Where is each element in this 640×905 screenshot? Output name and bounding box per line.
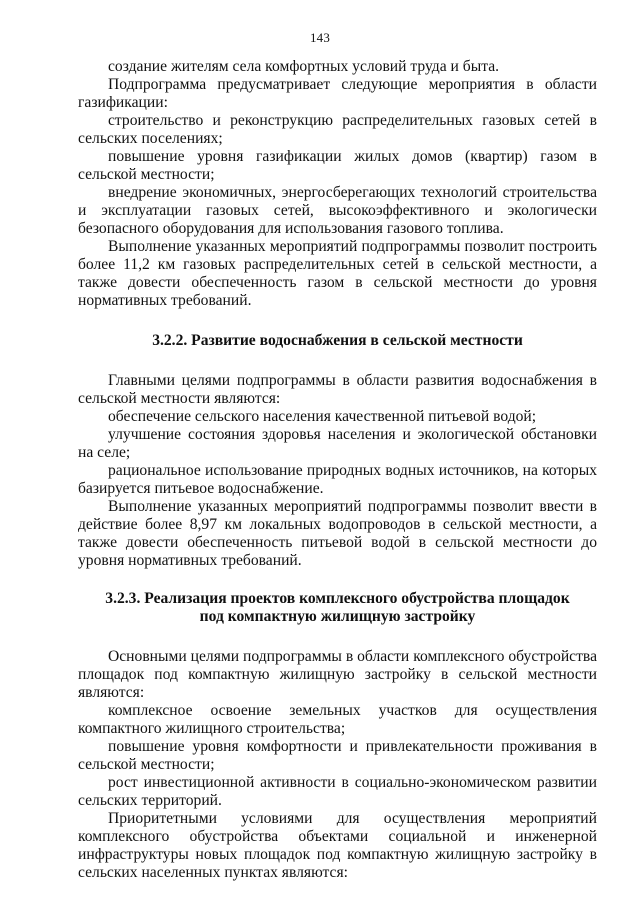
- list-item: обеспечение сельского населения качественной питьевой водой;: [108, 408, 537, 425]
- gasification-section: [78, 58, 597, 310]
- paragraph: Выполнение указанных мероприятий подпрограммы позволит построить более 11,2 км газовых распределительных сетей в сельской местности, а также довести обеспеченность газом в сельской местности до уровня нормативных требований.: [78, 238, 597, 309]
- list-item: повышение уровня газификации жилых домов (квартир) газом в сельской местности;: [78, 148, 597, 183]
- paragraph: Выполнение указанных мероприятий подпрограммы позволит ввести в действие более 8,97 км локальных водопроводов в сельской местности, а также довести обеспеченность питьевой водой в сельской местности до уровня нормативных требований.: [78, 498, 597, 569]
- list-item: внедрение экономичных, энергосберегающих технологий строительства и эксплуатации газовых сетей, высокоэффективного и экологически безопасного оборудования для использования газового топлива.: [78, 184, 597, 237]
- section-heading-3-2-3: 3.2.3. Реализация проектов комплексного обустройства площадок под компактную жилищную застройку: [105, 590, 570, 625]
- list-item: комплексное освоение земельных участков для осуществления компактного жилищного строительства;: [78, 702, 597, 737]
- document-body: [78, 58, 597, 882]
- page-number: 143: [309, 30, 331, 45]
- list-item: повышение уровня комфортности и привлекательности проживания в сельской местности;: [78, 738, 597, 773]
- list-item: строительство и реконструкцию распределительных газовых сетей в сельских поселениях;: [78, 112, 597, 147]
- water-supply-section: [78, 372, 597, 570]
- list-item: улучшение состояния здоровья населения и экологической обстановки на селе;: [78, 426, 597, 461]
- section-heading-3-2-2: 3.2.2. Развитие водоснабжения в сельской местности: [152, 332, 523, 349]
- list-item: рост инвестиционной активности в социально-экономическом развитии сельских территорий.: [78, 774, 597, 809]
- paragraph: Приоритетными условиями для осуществления мероприятий комплексного обустройства объектами социальной и инженерной инфраструктуры новых площадок под компактную жилищную застройку в сельских населенных пунктах являются:: [78, 810, 597, 881]
- paragraph: Главными целями подпрограммы в области развития водоснабжения в сельской местности являются:: [78, 372, 597, 407]
- housing-section: [78, 648, 597, 882]
- paragraph: Основными целями подпрограммы в области комплексного обустройства площадок под компактную жилищную застройку в сельской местности являются:: [78, 648, 597, 701]
- paragraph: создание жителям села комфортных условий труда и быта.: [108, 58, 500, 75]
- paragraph: Подпрограмма предусматривает следующие мероприятия в области газификации:: [78, 76, 597, 111]
- list-item: рациональное использование природных водных источников, на которых базируется питьевое водоснабжение.: [78, 462, 597, 497]
